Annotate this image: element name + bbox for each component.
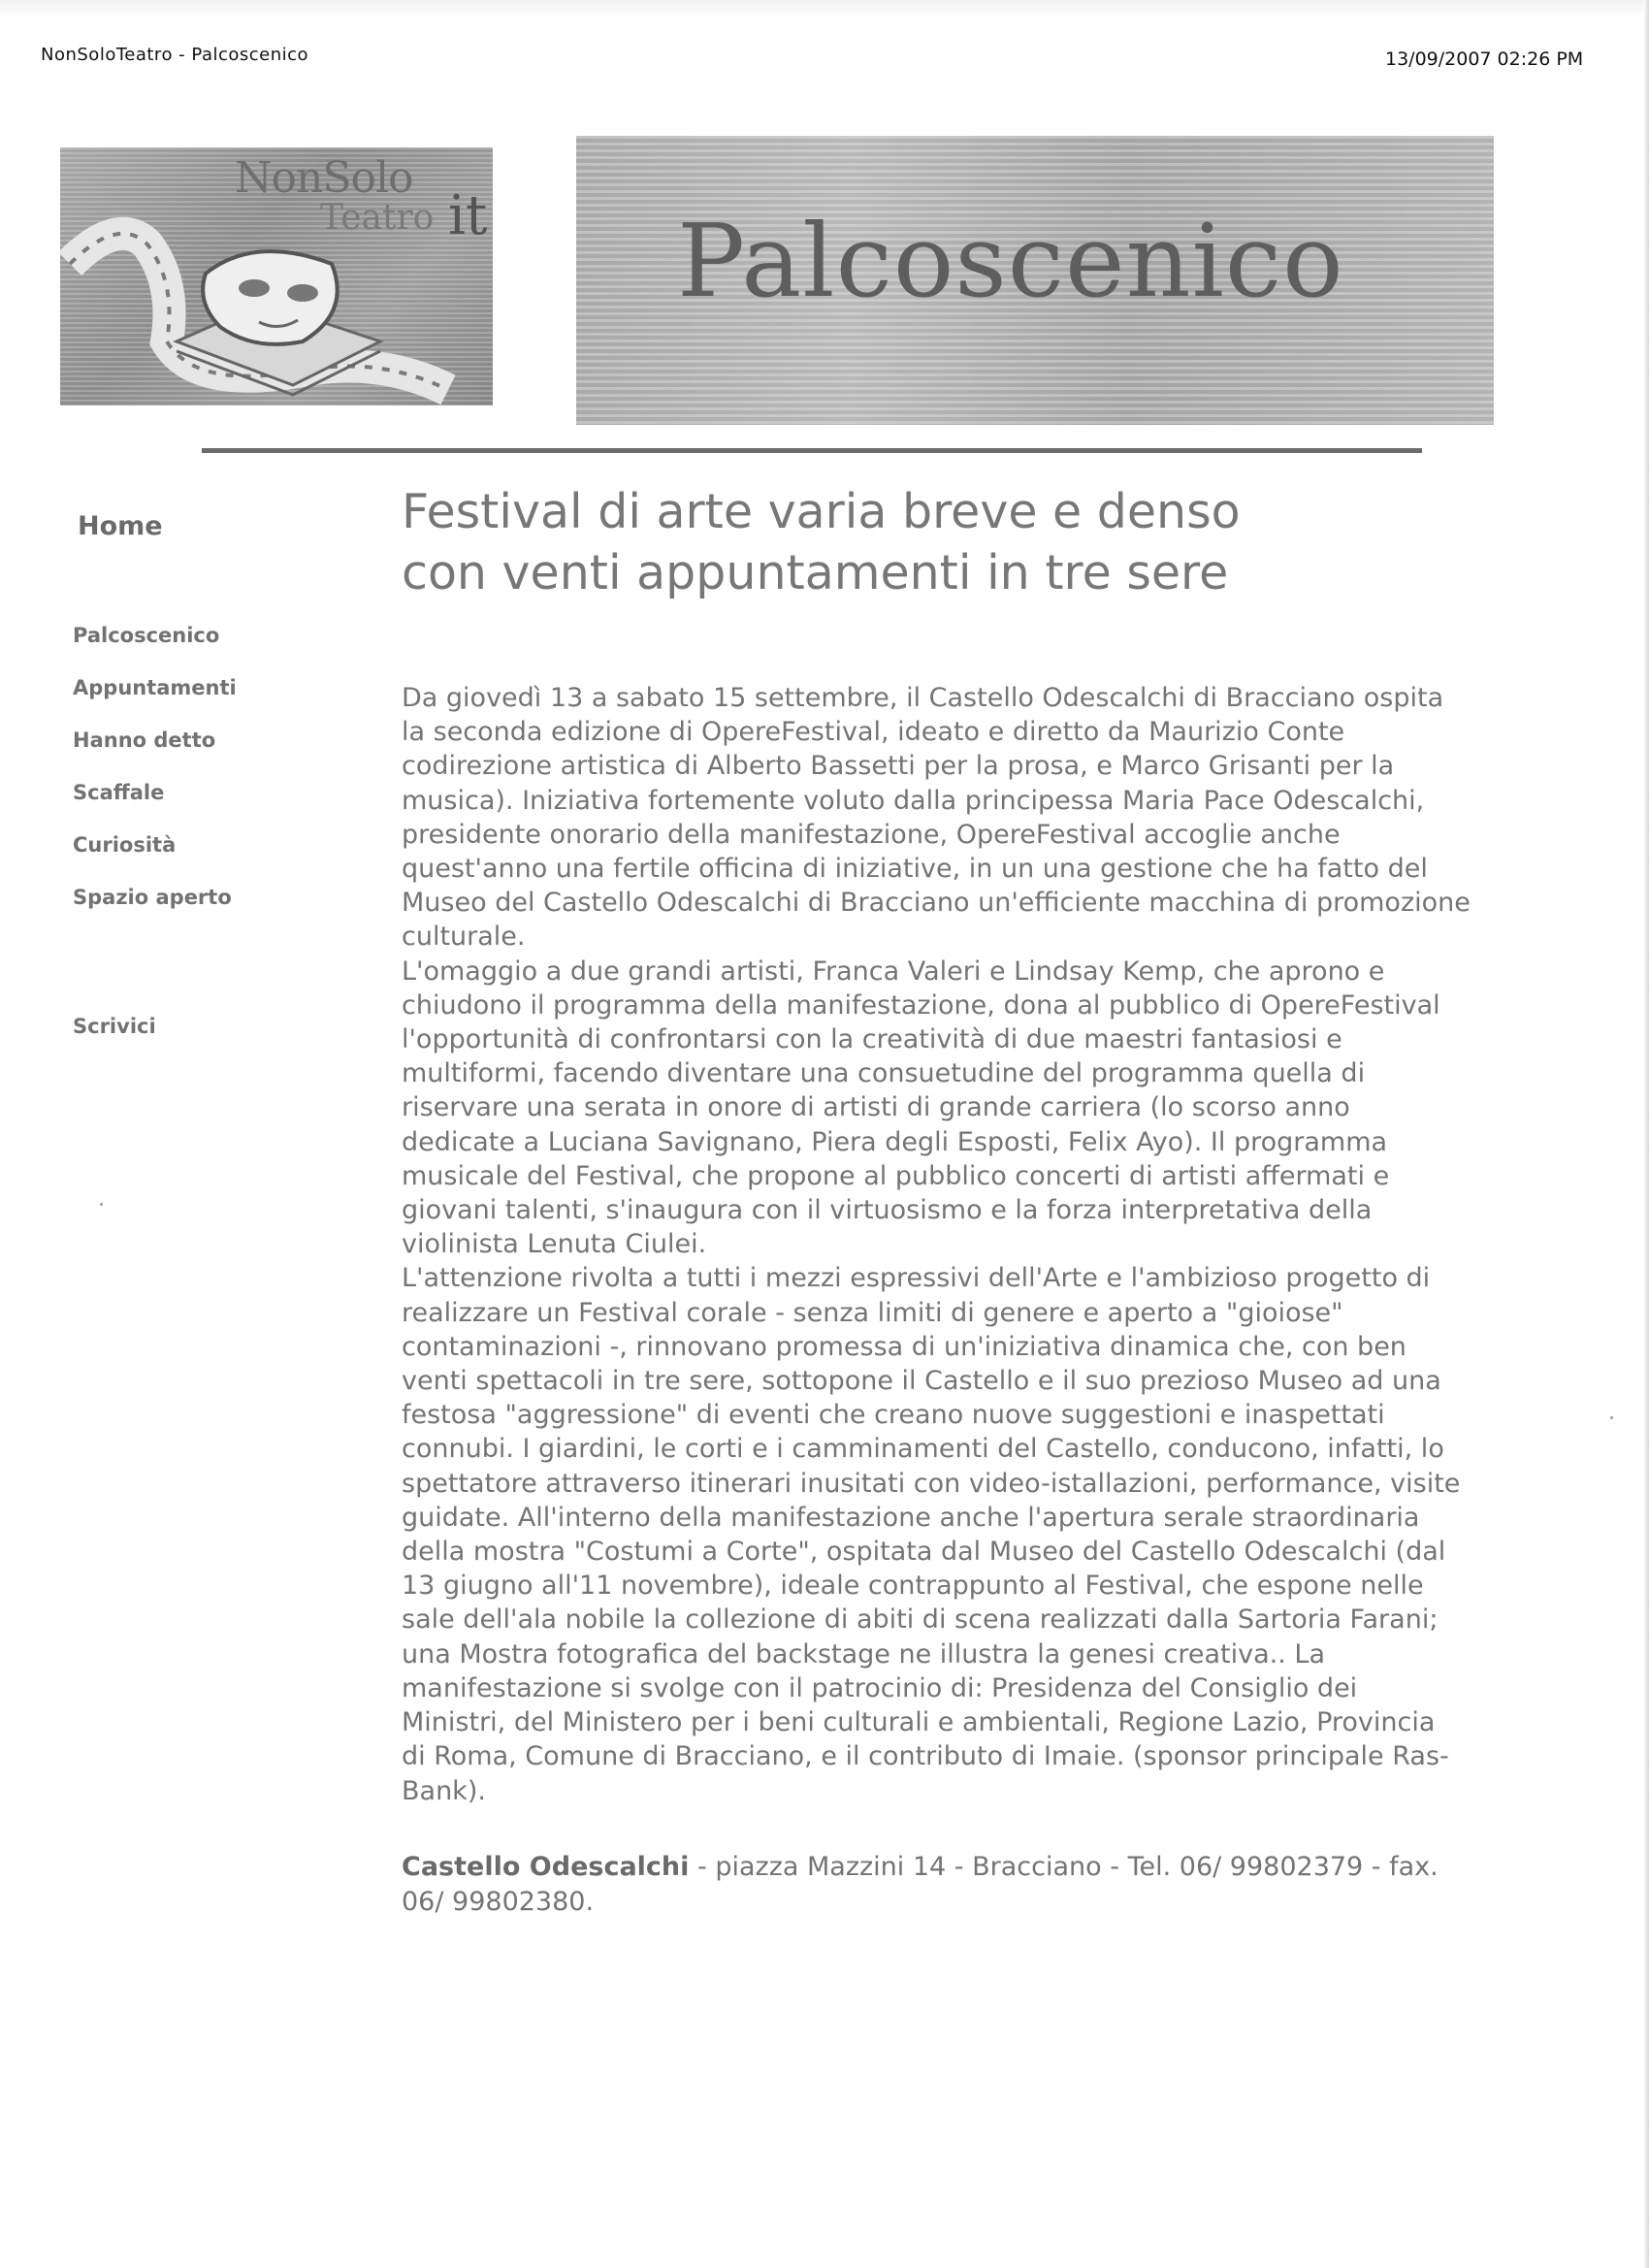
fax-line: 06/ 99802380. — [402, 1887, 595, 1917]
scan-edge-right — [1643, 0, 1649, 2268]
nav-link-scrivici[interactable]: Scrivici — [73, 1015, 156, 1038]
article-body-line: Bank). — [402, 1775, 486, 1806]
article-body-line: musica). Iniziativa fortemente voluto dalla principessa Maria Pace Odescalchi, — [402, 785, 1425, 816]
article-body-line: venti spettacoli in tre sere, sottopone il Castello e il suo prezioso Museo ad una — [402, 1366, 1441, 1397]
banner-title: Palcoscenico — [677, 202, 1344, 320]
article-body-line: quest'anno una fertile officina di iniziative, in un una gestione che ha fatto del — [402, 854, 1428, 885]
article-body-line: connubi. I giardini, le corti e i camminamenti del Castello, conducono, infatti, lo — [402, 1434, 1444, 1465]
nav-link-curiosita[interactable]: Curiosità — [73, 833, 177, 857]
article-body-line: l'opportunità di confrontarsi con la creatività di due maestri fantasiosi e — [402, 1024, 1342, 1055]
article-body-line: dedicate a Luciana Savignano, Piera degli Esposti, Felix Ayo). Il programma — [402, 1126, 1388, 1157]
article-body-line: di Roma, Comune di Bracciano, e il contributo di Imaie. (sponsor principale Ras- — [402, 1741, 1449, 1772]
article-body-line: Da giovedì 13 a sabato 15 settembre, il Castello Odescalchi di Bracciano ospita — [402, 683, 1444, 713]
article-body-line: la seconda edizione di OpereFestival, ideato e diretto da Maurizio Conte — [402, 717, 1345, 748]
article-body-line: spettatore attraverso itinerari inusitati con video-istallazioni, performance, visite — [402, 1468, 1461, 1499]
article-body-line: della mostra "Costumi a Corte", ospitata dal Museo del Castello Odescalchi (dal — [402, 1537, 1446, 1568]
article-body-line: L'attenzione rivolta a tutti i mezzi espressivi dell'Arte e l'ambizioso progetto di — [402, 1263, 1431, 1294]
article-title — [402, 481, 1469, 603]
print-header-title: NonSoloTeatro - Palcoscenico — [41, 45, 309, 65]
article-body-line: manifestazione si svolge con il patrocinio di: Presidenza del Consiglio dei — [402, 1672, 1358, 1703]
article-body-line: 13 giugno all'11 novembre), ideale contrappunto al Festival, che espone nelle — [402, 1571, 1424, 1602]
logo-text-teatro: Teatro — [320, 198, 435, 238]
article-body-line: riservare una serata in onore di artisti di grande carriera (lo scorso anno — [402, 1092, 1350, 1123]
section-banner — [576, 136, 1494, 425]
article-body-line: presidente onorario della manifestazione, OpereFestival accoglie anche — [402, 819, 1341, 850]
logo-text-it: it — [448, 184, 488, 247]
article-body-line: culturale. — [402, 922, 526, 953]
article-body-line: L'omaggio a due grandi artisti, Franca Valeri e Lindsay Kemp, che aprono e — [402, 956, 1385, 987]
article-body-line: guidate. All'interno della manifestazione anche l'apertura serale straordinaria — [402, 1502, 1420, 1533]
article-body-line: giovani talenti, s'inaugura con il virtuosismo e la forza interpretativa della — [402, 1195, 1373, 1226]
nav-home-link[interactable]: Home — [78, 511, 163, 541]
article-body-line: codirezione artistica di Alberto Bassetti per la prosa, e Marco Grisanti per la — [402, 751, 1395, 782]
print-header-timestamp: 13/09/2007 02:26 PM — [1385, 49, 1584, 70]
scan-speck — [100, 1203, 103, 1206]
nav-link-palcoscenico[interactable]: Palcoscenico — [73, 624, 220, 647]
article-body-line: multiformi, facendo diventare una consuetudine del programma quella di — [402, 1058, 1366, 1089]
nav-link-scaffale[interactable]: Scaffale — [73, 781, 165, 804]
article-body-line: chiudono il programma della manifestazione, dona al pubblico di OpereFestival — [402, 989, 1440, 1021]
nav-link-spazio-aperto[interactable]: Spazio aperto — [73, 886, 232, 909]
article-body-line: contaminazioni -, rinnovano promessa di un'iniziativa dinamica che, con ben — [402, 1331, 1406, 1362]
article-body-line: festosa "aggressione" di eventi che creano nuove suggestioni e inaspettati — [402, 1400, 1385, 1431]
nav-link-appuntamenti[interactable]: Appuntamenti — [73, 676, 237, 699]
article-body-line: sale dell'ala nobile la collezione di abiti di scena realizzati dalla Sartoria Farani; — [402, 1604, 1439, 1636]
venue-name: Castello Odescalchi — [402, 1852, 690, 1882]
article-body-line: Museo del Castello Odescalchi di Bracciano un'efficiente macchina di promozione — [402, 888, 1471, 919]
header-divider — [202, 448, 1422, 453]
venue-address: - piazza Mazzini 14 - Bracciano - Tel. 06/ 99802379 - fax. — [689, 1852, 1439, 1882]
article-body — [402, 681, 1575, 1808]
article-body-line: realizzare un Festival corale - senza limiti di genere e aperto a "gioiose" — [402, 1297, 1343, 1328]
article-body-line: violinista Lenuta Ciulei. — [402, 1229, 707, 1260]
article-body-line: musicale del Festival, che propone al pubblico concerti di artisti affermati e — [402, 1160, 1390, 1191]
article-contact — [402, 1850, 1585, 1920]
nav-link-hanno-detto[interactable]: Hanno detto — [73, 729, 216, 752]
article-body-line: una Mostra fotografica del backstage ne illustra la genesi creativa.. La — [402, 1638, 1325, 1669]
site-logo[interactable] — [60, 147, 493, 405]
article-body-line: Ministri, del Ministero per i beni culturali e ambientali, Regione Lazio, Provincia — [402, 1707, 1436, 1738]
scan-speck — [1610, 1416, 1613, 1419]
article-title-line: con venti appuntamenti in tre sere — [402, 545, 1229, 600]
logo-text-nonsolo: NonSolo — [235, 153, 413, 203]
scan-edge — [0, 0, 1649, 17]
article-title-line: Festival di arte varia breve e denso — [402, 484, 1241, 539]
contact-line — [402, 1850, 1585, 1885]
